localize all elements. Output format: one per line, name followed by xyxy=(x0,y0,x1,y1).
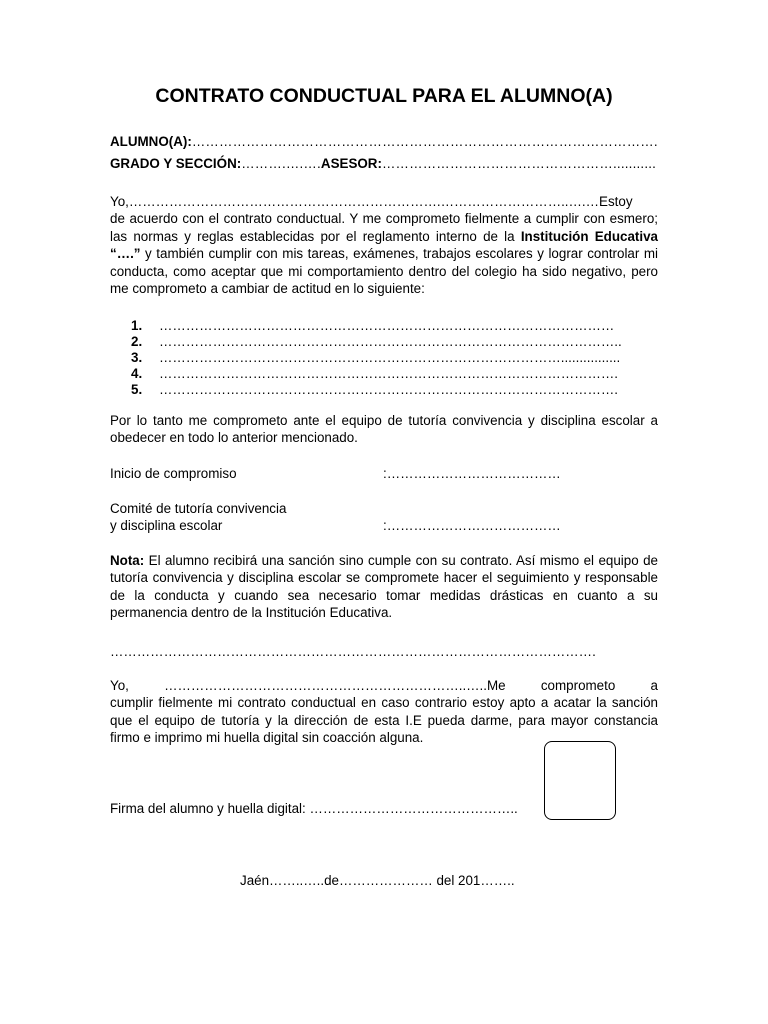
nota-label: Nota: xyxy=(110,553,145,568)
list-item-number: 4. xyxy=(131,366,143,381)
document-title: CONTRATO CONDUCTUAL PARA EL ALUMNO(A) xyxy=(155,85,613,107)
list-item-number: 5. xyxy=(131,382,143,397)
agreement-paragraph xyxy=(110,193,658,297)
grado-dots: ……….….…. xyxy=(241,156,321,171)
date-line: Jaén……..…..de………………… del 201…….. xyxy=(240,873,515,888)
inicio-label: Inicio de compromiso xyxy=(110,466,237,481)
asesor-dots: ……………………………………………........... xyxy=(381,156,657,171)
agreement-text-b: y también cumplir con mis tareas, exámenes, trabajos escolares y lograr controlar mi conducta, como aceptar que mi comportamiento dentro del colegio ha sido negativo, pero me comprometo a cambiar de actitud en lo siguiente: xyxy=(110,246,658,297)
fingerprint-box xyxy=(544,741,616,820)
final-paragraph xyxy=(110,677,658,747)
yo-line: Yo,…………………………………………………………….………………………..….…Estoy xyxy=(110,194,633,209)
institution-name: Institución Educativa “….” xyxy=(110,228,658,262)
list-item-number: 1. xyxy=(131,318,143,333)
nota-text: El alumno recibirá una sanción sino cumple con su contrato. Así mismo el equipo de tutoría convivencia y disciplina escolar se compromete hacer el seguimiento y responsable de la conducta y cuando sea necesario tomar medidas drásticas en cuanto a su permanencia dentro de la Institución Educativa. xyxy=(110,553,658,621)
list-item-dots: ………………………………………………………………………………………….. xyxy=(159,334,622,349)
signature-label: Firma del alumno y huella digital: xyxy=(110,801,310,816)
alumno-dots: …………………………………………………………………………………………. xyxy=(191,134,658,149)
comite-label-line1: Comité de tutoría convivencia xyxy=(110,501,287,516)
commitment-paragraph: Por lo tanto me comprometo ante el equipo de tutoría convivencia y disciplina escolar a obedecer en todo lo anterior mencionado. xyxy=(110,413,658,446)
signature-line xyxy=(110,800,518,817)
separator-dots: ………………………………………………………………………………………………. xyxy=(110,644,596,659)
comite-dots: :………………………………… xyxy=(383,518,561,533)
inicio-dots: :………………………………… xyxy=(383,466,561,481)
final-yo-line: Yo, …………………………………………………………..…..Me comprometo a xyxy=(110,678,658,693)
asesor-label: ASESOR: xyxy=(320,156,382,171)
grado-label: GRADO Y SECCIÓN: xyxy=(110,156,242,171)
signature-dots: ……………………………………….. xyxy=(309,801,518,816)
list-item-number: 3. xyxy=(131,350,143,365)
nota-paragraph xyxy=(110,552,658,622)
list-item-dots: …………………………………………………………………………………………. xyxy=(159,366,619,381)
list-item-number: 2. xyxy=(131,334,143,349)
final-text: cumplir fielmente mi contrato conductual en caso contrario estoy apto a acatar la sanción que el equipo de tutoría y la dirección de esta I.E pueda darme, para mayor constancia firmo e imprimo mi huella digital sin coacción alguna. xyxy=(110,695,658,746)
comite-label-line2: y disciplina escolar xyxy=(110,518,223,533)
list-item-dots: ………………………………………………………………………………………… xyxy=(159,318,615,333)
alumno-label: ALUMNO(A): xyxy=(110,134,192,149)
grado-asesor-line xyxy=(110,155,656,172)
alumno-line xyxy=(110,133,658,150)
list-item-dots: ………………………………………………………………………………................ xyxy=(159,350,621,365)
agreement-text-a: de acuerdo con el contrato conductual. Y me comprometo fielmente a cumplir con esmero; las normas y reglas establecidas por el reglamento interno de la xyxy=(110,211,658,244)
list-item-dots: …………………………………………………………………………………………. xyxy=(159,382,619,397)
